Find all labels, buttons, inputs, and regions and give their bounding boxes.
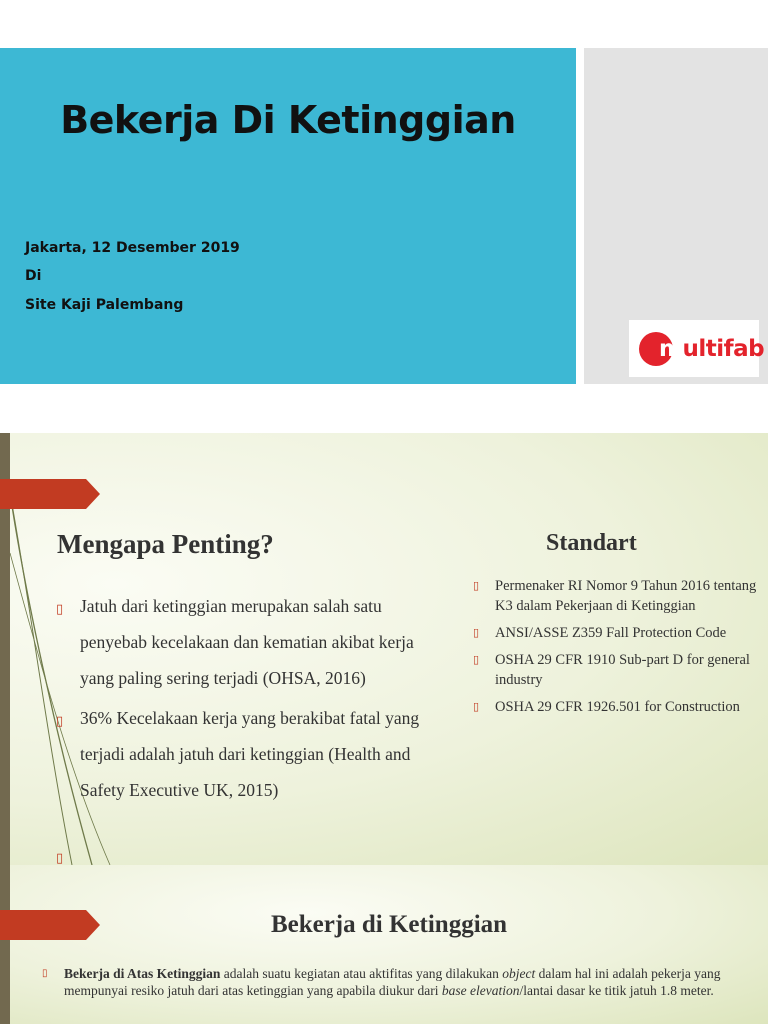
bullet-icon: ▯: [473, 579, 480, 592]
list-item: ▯ 36% Kecelakaan kerja yang berakibat fatal yang terjadi adalah jatuh dari ketinggian (Health and Safety Executive UK, 2015): [56, 700, 436, 808]
bullet-icon: ▯: [56, 714, 64, 729]
bullet-icon: ▯: [56, 851, 64, 865]
red-arrow-tab: [0, 479, 100, 509]
bullet-icon: ▯: [473, 700, 480, 713]
at-line: Di: [25, 268, 42, 284]
bullet-icon: ▯: [473, 626, 480, 639]
date-line: Jakarta, 12 Desember 2019: [25, 240, 240, 256]
list-item: ▯ Permenaker RI Nomor 9 Tahun 2016 tentang K3 dalam Pekerjaan di Ketinggian: [473, 578, 757, 614]
list-item: ▯ ANSI/ASSE Z359 Fall Protection Code: [473, 625, 727, 641]
list-item: ▯ OSHA 29 CFR 1926.501 for Construction: [473, 699, 740, 715]
left-accent-bar: [0, 865, 10, 1024]
list-item: ▯ Jatuh dari ketinggian merupakan salah satu penyebab kecelakaan dan kematian akibat kerja yang paling sering terjadi (OHSA, 2016): [56, 588, 436, 696]
definition-list: [42, 965, 732, 999]
slide-title: Bekerja di Ketinggian: [270, 911, 508, 938]
site-line: Site Kaji Palembang: [25, 297, 184, 313]
bullet-icon: ▯: [473, 653, 480, 666]
title-slide: [0, 0, 768, 420]
bullet-icon: ▯: [56, 602, 64, 617]
logo-text: multifab: [659, 335, 765, 362]
importance-slide: [0, 433, 768, 865]
bullet-icon: ▯: [42, 968, 48, 979]
importance-list: [56, 588, 436, 812]
heading-standard: Standart: [546, 530, 637, 556]
list-item: ▯ OSHA 29 CFR 1910 Sub-part D for general industry: [473, 652, 750, 688]
multifab-logo: [629, 320, 765, 377]
standards-list: [473, 576, 763, 724]
list-item: ▯ Bekerja di Atas Ketinggian adalah suatu kegiatan atau aktifitas yang dilakukan object dalam hal ini adalah pekerja yang mempunyai resiko jatuh dari atas ketinggian yang apabila diukur dari base elevation/lantai dasar ke titik jatuh 1.8 meter.: [42, 966, 721, 998]
definition-slide: [0, 865, 768, 1024]
slide-title: Bekerja Di Ketinggian: [60, 98, 516, 142]
heading-why-important: Mengapa Penting?: [57, 529, 274, 559]
